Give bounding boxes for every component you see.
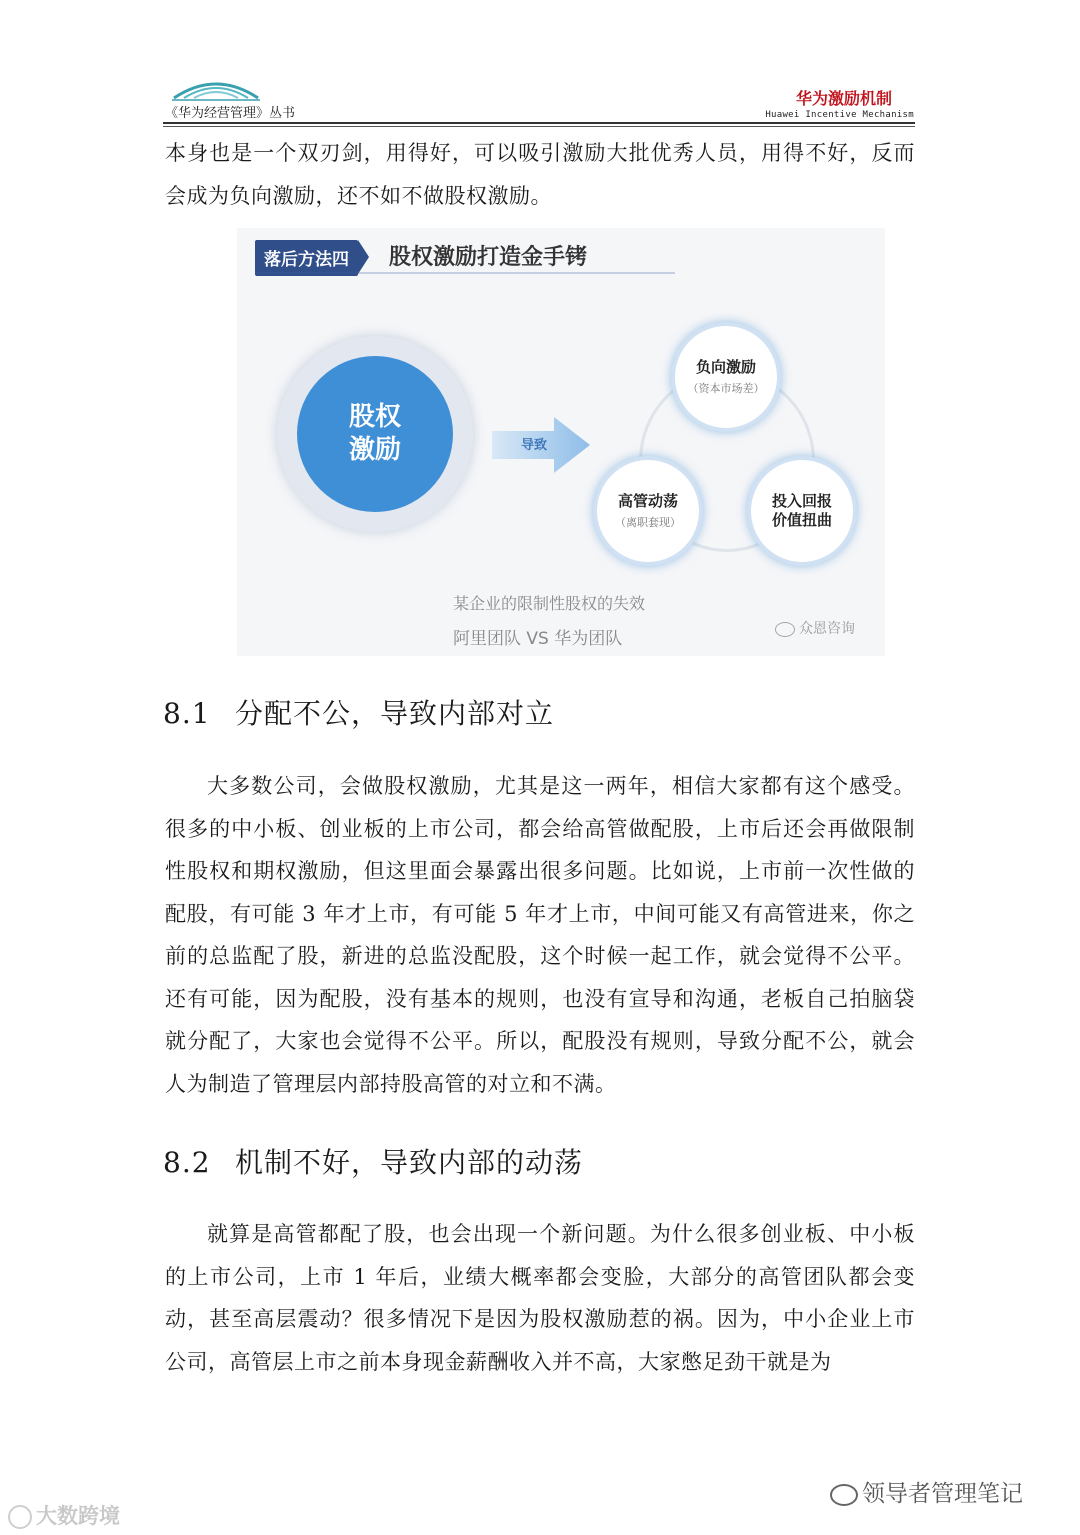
figure-watermark-text: 众恩咨询 — [799, 621, 855, 637]
node-subtitle: （资本市场差） — [687, 382, 765, 395]
body-paragraph: 就算是高管都配了股，也会出现一个新问题。为什么很多创业板、中小板的上市公司，上市 1 年后，业绩大概率都会变脸，大部分的高管团队都会变动，甚至高层震动？很多情况下是因为股权激励惹的祸。因为，中小企业上市公司，高管层上市之前本身现金薪酬收入并不高，大家憋足劲干就是为 — [165, 1222, 915, 1374]
book-title-cn: 华为激励机制 — [795, 89, 892, 108]
arrow-label: 导致 — [521, 438, 548, 453]
node-subtitle: （离职套现） — [615, 516, 681, 529]
wechat-icon — [830, 1484, 858, 1506]
figure-title: 股权激励打造金手铐 — [389, 245, 588, 270]
section-title: 分配不公，导致内部对立 — [235, 697, 555, 730]
center-circle — [297, 356, 453, 512]
book-series-label: 《华为经营管理》丛书 — [165, 106, 296, 121]
header-rule-thin — [163, 126, 915, 127]
node-negative-incentive — [671, 322, 781, 432]
watermark-right-text: 领导者管理笔记 — [862, 1481, 1023, 1507]
header-rule — [163, 122, 915, 124]
section-heading-8-2 — [163, 1141, 583, 1181]
watermark-right — [830, 1475, 1023, 1508]
watermark-left — [8, 1500, 120, 1530]
figure-tag: 落后方法四 — [255, 240, 358, 276]
section-heading-8-1 — [163, 692, 554, 732]
book-title-en: Huawei Incentive Mechanism — [765, 110, 914, 120]
node-title-line1: 投入回报 — [771, 492, 832, 510]
series-logo-icon — [172, 76, 260, 102]
wechat-icon — [775, 622, 795, 637]
watermark-left-text: 大数跨境 — [36, 1504, 120, 1528]
center-circle-line2: 激励 — [348, 435, 401, 465]
node-executive-turnover — [593, 456, 703, 566]
body-paragraph: 大多数公司，会做股权激励，尤其是这一两年，相信大家都有这个感受。很多的中小板、创业板的上市公司，都会给高管做配股，上市后还会再做限制性股权和期权激励，但这里面会暴露出很多问题。比如说，上市前一次性做的配股，有可能 3 年才上市，有可能 5 年才上市，中间可能又有高管进来，你之前的总监配了股，新进的总监没配股，这个时候一起工作，就会觉得不公平。还有可能，因为配股，没有基本的规则，也没有宣导和沟通，老板自己拍脑袋就分配了，大家也会觉得不公平。所以，配股没有规则，导致分配不公，就会人为制造了管理层内部持股高管的对立和不满。 — [165, 774, 915, 1096]
section-number: 8.1 — [163, 697, 211, 730]
figure-equity-incentive — [237, 228, 885, 656]
figure-caption: 某企业的限制性股权的失效 — [453, 594, 646, 613]
figure-watermark — [775, 618, 855, 638]
section-title: 机制不好，导致内部的动荡 — [235, 1146, 584, 1179]
center-circle-line1: 股权 — [348, 402, 401, 432]
body-paragraph: 本身也是一个双刃剑，用得好，可以吸引激励大批优秀人员，用得不好，反而会成为负向激励，还不如不做股权激励。 — [165, 141, 915, 208]
brand-logo-icon — [8, 1505, 32, 1529]
node-title-line2: 价值扭曲 — [771, 511, 832, 529]
node-title: 负向激励 — [695, 358, 756, 376]
figure-caption-compare: 阿里团队 VS 华为团队 — [453, 629, 623, 649]
node-value-distortion — [747, 456, 857, 566]
section-number: 8.2 — [163, 1146, 211, 1179]
figure-title-underline — [255, 272, 675, 274]
node-title: 高管动荡 — [617, 492, 678, 510]
